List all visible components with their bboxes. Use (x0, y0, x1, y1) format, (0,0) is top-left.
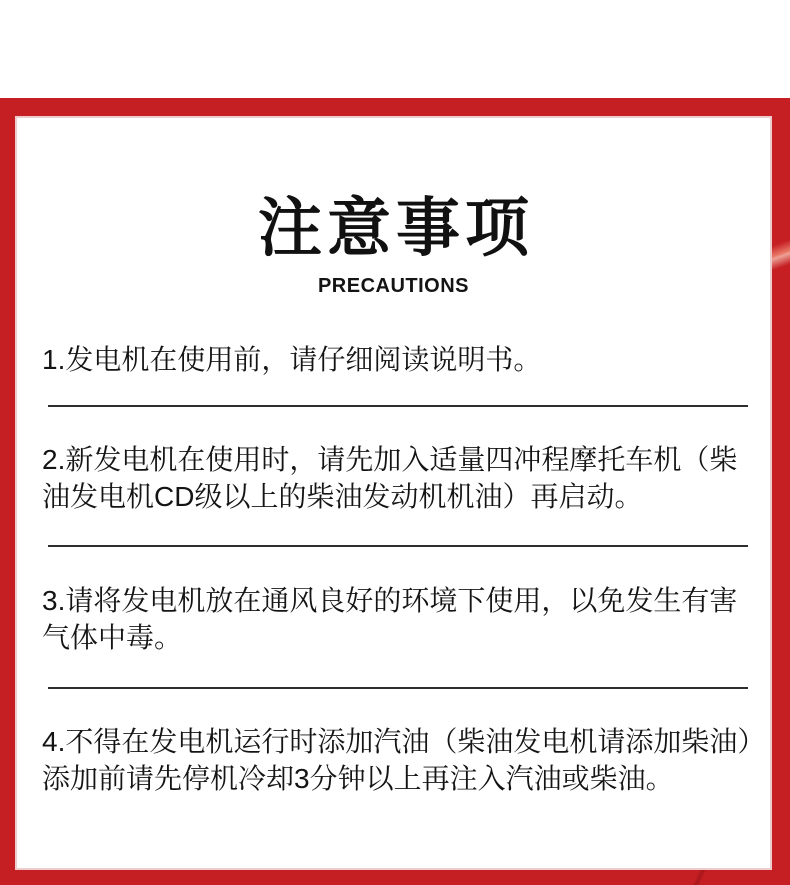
page-subtitle: PRECAUTIONS (317, 275, 470, 297)
precaution-line: 2.新发电机在使用时，请先加入适量四冲程摩托车机（柴 (42, 444, 738, 475)
content-panel (17, 118, 770, 868)
precaution-item-3 (42, 582, 750, 656)
precaution-line: 油发电机CD级以上的柴油发动机机油）再启动。 (42, 481, 643, 512)
divider (48, 687, 748, 689)
precaution-line: 气体中毒。 (42, 622, 183, 653)
precaution-item-1 (42, 341, 750, 378)
frame-gloss-highlight (769, 228, 790, 283)
divider (48, 545, 748, 547)
frame-bottom-seam (685, 868, 715, 885)
page-title: 注意事项 (258, 192, 534, 264)
red-frame (0, 98, 790, 885)
divider (48, 405, 748, 407)
precaution-line: 4.不得在发电机运行时添加汽油（柴油发电机请添加柴油） (42, 726, 766, 757)
precaution-item-4 (42, 723, 766, 797)
precaution-item-2 (42, 441, 750, 515)
precaution-line: 3.请将发电机放在通风良好的环境下使用，以免发生有害 (42, 585, 738, 616)
precaution-line: 添加前请先停机冷却3分钟以上再注入汽油或柴油。 (42, 763, 674, 794)
precaution-line: 1.发电机在使用前，请仔细阅读说明书。 (42, 344, 542, 375)
